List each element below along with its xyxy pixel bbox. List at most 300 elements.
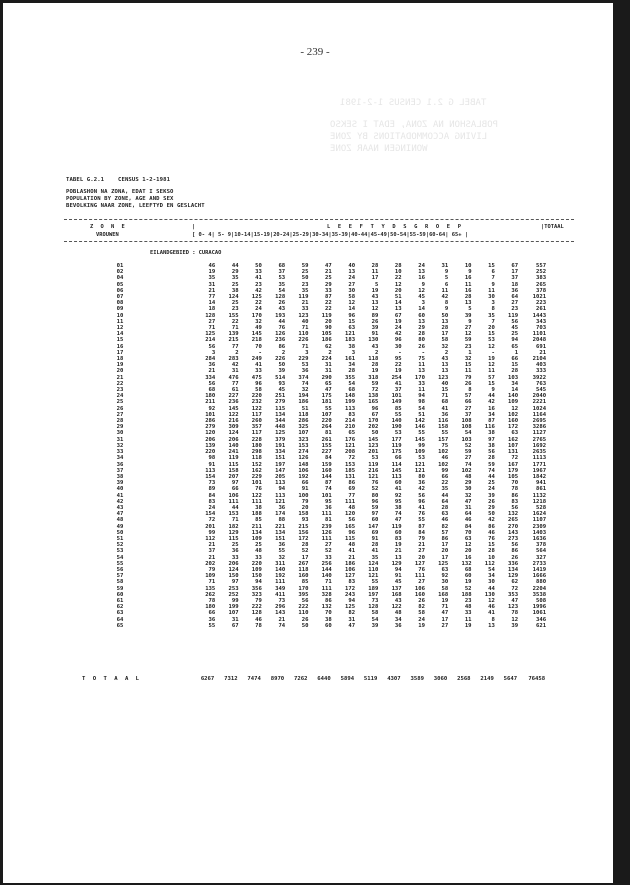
value-cell: 42 <box>441 294 449 301</box>
value-cell: 349 <box>275 585 286 592</box>
value-cell: 68 <box>441 399 449 406</box>
value-cell: 119 <box>228 455 239 462</box>
value-cell: 20 <box>441 548 449 555</box>
value-cell: 38 <box>488 442 495 449</box>
value-cell: 54 <box>278 287 286 294</box>
value-cell: 111 <box>321 535 332 542</box>
value-cell: 13 <box>464 300 472 307</box>
value-cell: 72 <box>208 517 216 524</box>
value-cell: 201 <box>368 449 379 456</box>
value-cell: 77 <box>231 343 239 350</box>
row-total-cell: 691 <box>536 343 547 350</box>
value-cell: 11 <box>464 281 472 288</box>
zone-cell: 63 <box>116 610 124 617</box>
value-cell: 3 <box>491 300 495 307</box>
value-cell: 54 <box>418 405 425 412</box>
value-cell: 67 <box>511 263 519 269</box>
value-cell: 99 <box>231 597 239 604</box>
value-cell: 63 <box>464 535 472 542</box>
value-cell: 45 <box>394 579 402 586</box>
value-cell: 15 <box>488 542 495 549</box>
value-cell: 357 <box>251 424 262 431</box>
value-cell: 109 <box>205 573 216 580</box>
value-cell: 273 <box>508 535 519 542</box>
value-cell: 72 <box>511 455 519 462</box>
value-cell: 113 <box>344 405 356 412</box>
value-cell: 38 <box>394 504 402 511</box>
value-cell: 59 <box>464 337 472 344</box>
value-cell: 56 <box>208 343 216 350</box>
value-cell: 145 <box>368 436 379 443</box>
value-cell: 2 <box>328 349 332 356</box>
value-cell: 22 <box>255 300 262 307</box>
value-cell: 222 <box>298 604 309 611</box>
value-cell: 156 <box>298 529 309 536</box>
value-cell: 80 <box>371 492 379 499</box>
zone-cell: 01 <box>116 263 124 269</box>
value-cell: 23 <box>255 281 262 288</box>
value-cell: 150 <box>251 573 262 580</box>
value-cell: 24 <box>418 616 425 623</box>
value-cell: 83 <box>511 498 519 505</box>
row-total-cell: 3538 <box>532 591 547 598</box>
row-total-cell: 1024 <box>532 405 547 412</box>
value-cell: 117 <box>251 411 262 418</box>
value-cell: 25 <box>231 542 239 549</box>
value-cell: 105 <box>508 473 519 480</box>
value-cell: 134 <box>508 566 519 573</box>
value-cell: 102 <box>508 411 519 418</box>
value-cell: 31 <box>464 504 472 511</box>
value-cell: 17 <box>301 554 309 561</box>
value-cell: 46 <box>488 529 495 536</box>
value-cell: 2 <box>375 349 379 356</box>
value-cell: 50 <box>301 275 309 282</box>
value-cell: 110 <box>298 331 309 338</box>
value-cell: 10 <box>464 263 472 269</box>
age-group-header: L E E F T Y D S G R O E P <box>327 224 464 230</box>
value-cell: 33 <box>231 554 239 561</box>
value-cell: 179 <box>508 467 519 474</box>
value-cell: 125 <box>344 604 356 611</box>
zone-cell: 52 <box>116 542 124 549</box>
zone-cell: 19 <box>116 362 124 369</box>
zone-cell: 38 <box>116 473 124 480</box>
value-cell: 62 <box>511 579 519 586</box>
value-cell: 59 <box>371 380 379 387</box>
value-cell: 77 <box>231 380 239 387</box>
value-cell: 5 <box>444 275 449 282</box>
value-cell: 103 <box>508 374 519 381</box>
value-cell: 85 <box>255 517 262 524</box>
value-cell: 73 <box>278 597 286 604</box>
value-cell: 55 <box>278 548 286 555</box>
value-cell: 249 <box>251 356 262 363</box>
value-cell: 188 <box>251 511 262 518</box>
value-cell: 38 <box>348 343 356 350</box>
value-cell: 28 <box>301 542 309 549</box>
value-cell: 23 <box>301 281 309 288</box>
value-cell: 33 <box>418 380 425 387</box>
value-cell: 123 <box>508 604 519 611</box>
total-cell: 6267 <box>200 676 215 682</box>
value-cell: 77 <box>208 294 216 301</box>
value-cell: 35 <box>371 554 379 561</box>
value-cell: 53 <box>278 275 286 282</box>
value-cell: 10 <box>394 269 402 276</box>
zone-cell: 16 <box>116 343 124 350</box>
value-cell: 25 <box>301 269 309 276</box>
value-cell: 78 <box>208 597 216 604</box>
value-cell: 37 <box>278 269 286 276</box>
value-cell: 121 <box>275 498 286 505</box>
value-cell: 71 <box>208 579 216 586</box>
value-cell: 252 <box>228 591 239 598</box>
value-cell: 34 <box>511 380 519 387</box>
value-cell: 167 <box>508 461 519 468</box>
value-cell: 124 <box>228 566 239 573</box>
value-cell: 17 <box>371 275 379 282</box>
value-cell: 38 <box>231 287 239 294</box>
value-cell: 69 <box>371 529 379 536</box>
value-cell: 124 <box>368 560 379 567</box>
value-cell: 79 <box>301 498 309 505</box>
value-cell: 172 <box>344 585 356 592</box>
grand-total: 76458 <box>528 676 546 682</box>
value-cell: 207 <box>228 473 239 480</box>
value-cell: 92 <box>441 573 449 580</box>
zone-cell: 06 <box>116 287 124 294</box>
value-cell: 206 <box>228 560 239 567</box>
value-cell: 77 <box>348 492 356 499</box>
value-cell: 140 <box>228 442 239 449</box>
value-cell: 107 <box>508 442 519 449</box>
value-cell: 8 <box>491 616 495 623</box>
total-cell: 5894 <box>340 676 355 682</box>
value-cell: 47 <box>511 597 519 604</box>
value-cell: 23 <box>464 597 472 604</box>
value-cell: 20 <box>488 325 495 332</box>
bleed-through-text: POBLASHON NA ZONA, EDAT I SEKSO <box>330 120 498 130</box>
value-cell: 9 <box>491 387 495 394</box>
bleed-through-text: TABEL G 2.1 CENSUS 1-2-1981 <box>340 98 487 108</box>
value-cell: 30 <box>488 294 495 301</box>
value-cell: 53 <box>394 430 402 437</box>
value-cell: 261 <box>321 436 332 443</box>
value-cell: 344 <box>275 418 286 425</box>
value-cell: 120 <box>205 430 216 437</box>
value-cell: 267 <box>298 560 309 567</box>
value-cell: 25 <box>511 331 519 338</box>
value-cell: 112 <box>484 560 495 567</box>
value-cell: 48 <box>464 604 472 611</box>
row-total-cell: 557 <box>536 263 547 269</box>
value-cell: 1 <box>514 349 519 356</box>
value-cell: 31 <box>208 281 216 288</box>
value-cell: 95 <box>394 498 402 505</box>
value-cell: 90 <box>325 325 332 332</box>
value-cell: 111 <box>414 573 425 580</box>
value-cell: 132 <box>461 560 472 567</box>
zone-cell: 27 <box>116 411 124 418</box>
value-cell: 123 <box>298 312 309 319</box>
value-cell: 27 <box>418 579 425 586</box>
value-cell: 42 <box>255 287 262 294</box>
value-cell: 19 <box>488 356 495 363</box>
value-cell: 29 <box>231 269 239 276</box>
value-cell: 111 <box>251 498 262 505</box>
zone-cell: 47 <box>116 511 124 518</box>
value-cell: 96 <box>418 498 425 505</box>
value-cell: 51 <box>418 411 425 418</box>
value-cell: 216 <box>228 418 239 425</box>
value-cell: 79 <box>464 374 472 381</box>
value-cell: 148 <box>298 461 309 468</box>
zone-cell: 40 <box>116 486 124 493</box>
value-cell: 109 <box>251 535 262 542</box>
value-cell: 68 <box>278 263 286 269</box>
value-cell: 147 <box>368 523 379 530</box>
value-cell: 32 <box>255 318 262 325</box>
value-cell: 13 <box>488 622 495 629</box>
value-cell: 208 <box>344 449 356 456</box>
value-cell: 122 <box>251 405 262 412</box>
value-cell: 103 <box>461 436 472 443</box>
value-cell: 140 <box>391 418 402 425</box>
zone-cell: 57 <box>116 573 124 580</box>
value-cell: 298 <box>251 449 262 456</box>
value-cell: 143 <box>275 610 286 617</box>
value-cell: 142 <box>414 418 425 425</box>
zone-cell: 10 <box>116 312 124 319</box>
value-cell: 13 <box>371 300 379 307</box>
value-cell: 134 <box>275 529 286 536</box>
value-cell: 98 <box>208 455 216 462</box>
value-cell: 181 <box>321 399 332 406</box>
value-cell: 11 <box>488 287 495 294</box>
value-cell: 52 <box>371 486 379 493</box>
value-cell: 64 <box>464 511 472 518</box>
total-cell: 2568 <box>457 676 471 682</box>
value-cell: 134 <box>275 411 286 418</box>
value-cell: 172 <box>298 535 309 542</box>
table-title-dutch: BEVOLKING NAAR ZONE, LEEFTYD EN GESLACHT <box>66 203 205 209</box>
row-total-cell: 703 <box>536 325 547 332</box>
value-cell: 86 <box>348 480 356 487</box>
value-cell: 18 <box>511 281 519 288</box>
value-cell: 60 <box>394 480 402 487</box>
value-cell: 220 <box>251 560 262 567</box>
value-cell: 151 <box>275 455 286 462</box>
value-cell: 76 <box>418 566 425 573</box>
value-cell: 107 <box>321 411 332 418</box>
zone-cell: 20 <box>116 368 124 375</box>
value-cell: 47 <box>464 498 472 505</box>
row-total-cell: 1164 <box>532 411 547 418</box>
zone-cell: 08 <box>116 300 124 307</box>
value-cell: 102 <box>461 467 472 474</box>
value-cell: 125 <box>438 560 449 567</box>
row-total-cell: 1636 <box>532 535 547 542</box>
value-cell: 36 <box>231 548 239 555</box>
value-cell: 7 <box>491 275 495 282</box>
value-cell: 117 <box>251 430 262 437</box>
value-cell: 13 <box>394 554 402 561</box>
value-cell: 24 <box>418 263 425 269</box>
zone-cell: 26 <box>116 405 124 412</box>
value-cell: 12 <box>511 405 519 412</box>
value-cell: 379 <box>275 436 286 443</box>
value-cell: 5 <box>468 306 472 313</box>
value-cell: 232 <box>251 399 262 406</box>
row-total-cell: 941 <box>536 480 547 487</box>
value-cell: 12 <box>371 306 379 313</box>
value-cell: 8 <box>491 306 495 313</box>
row-total-cell: 1624 <box>532 511 547 518</box>
value-cell: 43 <box>441 356 449 363</box>
value-cell: 222 <box>251 604 262 611</box>
value-cell: 58 <box>418 610 425 617</box>
value-cell: 52 <box>464 585 472 592</box>
value-cell: 16 <box>488 405 495 412</box>
value-cell: 56 <box>511 504 519 511</box>
value-cell: 55 <box>418 517 425 524</box>
zone-cell: 25 <box>116 399 124 406</box>
zone-cell: 62 <box>116 604 124 611</box>
value-cell: 153 <box>344 461 356 468</box>
total-cell: 3589 <box>410 676 424 682</box>
value-cell: 16 <box>418 275 425 282</box>
value-cell: 229 <box>298 356 309 363</box>
value-cell: 86 <box>511 492 519 499</box>
value-cell: 11 <box>488 368 495 375</box>
value-cell: 153 <box>228 511 239 518</box>
value-cell: 124 <box>228 294 239 301</box>
value-cell: 45 <box>278 387 286 394</box>
value-cell: 6 <box>491 269 495 276</box>
value-cell: 9 <box>444 306 449 313</box>
value-cell: 119 <box>391 442 402 449</box>
value-cell: 130 <box>368 337 379 344</box>
zone-cell: 48 <box>116 517 124 524</box>
divider <box>64 241 574 242</box>
value-cell: 109 <box>251 566 262 573</box>
value-cell: 39 <box>371 325 379 332</box>
value-cell: 115 <box>228 461 239 468</box>
bleed-through-text: LIVING ACCOMMODATIONS BY ZONE <box>330 132 488 142</box>
row-total-cell: 378 <box>536 542 547 549</box>
value-cell: 265 <box>508 517 519 524</box>
table-row <box>100 623 546 629</box>
value-cell: 54 <box>464 430 472 437</box>
total-cell: 5119 <box>363 676 378 682</box>
value-cell: - <box>421 349 425 356</box>
value-cell: 186 <box>298 399 309 406</box>
value-cell: 61 <box>231 387 239 394</box>
value-cell: 40 <box>301 318 309 325</box>
value-cell: 128 <box>251 610 262 617</box>
value-cell: 86 <box>488 523 495 530</box>
value-cell: 3 <box>351 349 356 356</box>
zone-cell: 05 <box>116 281 124 288</box>
total-cell: 7312 <box>224 676 238 682</box>
value-cell: 160 <box>321 467 332 474</box>
value-cell: 16 <box>464 554 472 561</box>
value-cell: 121 <box>368 473 379 480</box>
value-cell: 118 <box>368 356 379 363</box>
value-cell: 126 <box>321 529 332 536</box>
row-total-cell: 508 <box>536 597 547 604</box>
value-cell: 81 <box>325 430 332 437</box>
value-cell: 51 <box>301 405 309 412</box>
value-cell: 165 <box>368 399 379 406</box>
value-cell: 336 <box>508 560 519 567</box>
zone-cell: 39 <box>116 480 124 487</box>
row-total-cell: 1132 <box>532 492 547 499</box>
value-cell: 40 <box>348 263 356 269</box>
value-cell: 11 <box>464 368 472 375</box>
value-cell: 60 <box>418 312 425 319</box>
value-cell: 74 <box>278 622 286 629</box>
value-cell: 19 <box>371 368 379 375</box>
row-total-cell: 2309 <box>532 523 547 530</box>
value-cell: 448 <box>275 424 286 431</box>
zone-cell: 07 <box>116 294 124 301</box>
value-cell: 13 <box>394 306 402 313</box>
row-total-cell: 383 <box>536 275 547 282</box>
value-cell: 19 <box>394 368 402 375</box>
value-cell: 84 <box>464 523 472 530</box>
value-cell: 71 <box>325 579 332 586</box>
value-cell: 48 <box>464 473 472 480</box>
value-cell: 20 <box>418 554 425 561</box>
value-cell: 21 <box>348 554 356 561</box>
value-cell: 87 <box>325 480 332 487</box>
value-cell: 191 <box>275 442 286 449</box>
value-cell: 36 <box>325 504 332 511</box>
value-cell: 42 <box>394 331 402 338</box>
row-total-cell: 2733 <box>532 560 547 567</box>
row-total-cell: 2221 <box>532 399 547 406</box>
zone-cell: 31 <box>116 436 124 443</box>
table-id: TABEL G.2.1 CENSUS 1-2-1981 <box>66 177 171 183</box>
value-cell: 32 <box>441 343 449 350</box>
value-cell: 75 <box>441 442 449 449</box>
value-cell: 38 <box>488 430 495 437</box>
zone-cell: 24 <box>116 393 124 400</box>
value-cell: 60 <box>371 517 379 524</box>
value-cell: 109 <box>414 449 425 456</box>
value-cell: 239 <box>321 523 332 530</box>
value-cell: 128 <box>368 604 379 611</box>
value-cell: 97 <box>488 436 495 443</box>
row-total-cell: 564 <box>536 548 547 555</box>
value-cell: 115 <box>228 535 239 542</box>
value-cell: 88 <box>278 517 286 524</box>
value-cell: 63 <box>441 511 449 518</box>
value-cell: 28 <box>511 368 519 375</box>
value-cell: 28 <box>371 542 379 549</box>
value-cell: 154 <box>205 473 216 480</box>
value-cell: 19 <box>394 318 402 325</box>
value-cell: 128 <box>275 294 286 301</box>
value-cell: 122 <box>228 411 239 418</box>
value-cell: 55 <box>441 430 449 437</box>
value-cell: 12 <box>348 300 356 307</box>
value-cell: 69 <box>348 486 356 493</box>
value-cell: 26 <box>418 343 425 350</box>
value-cell: 121 <box>344 442 356 449</box>
